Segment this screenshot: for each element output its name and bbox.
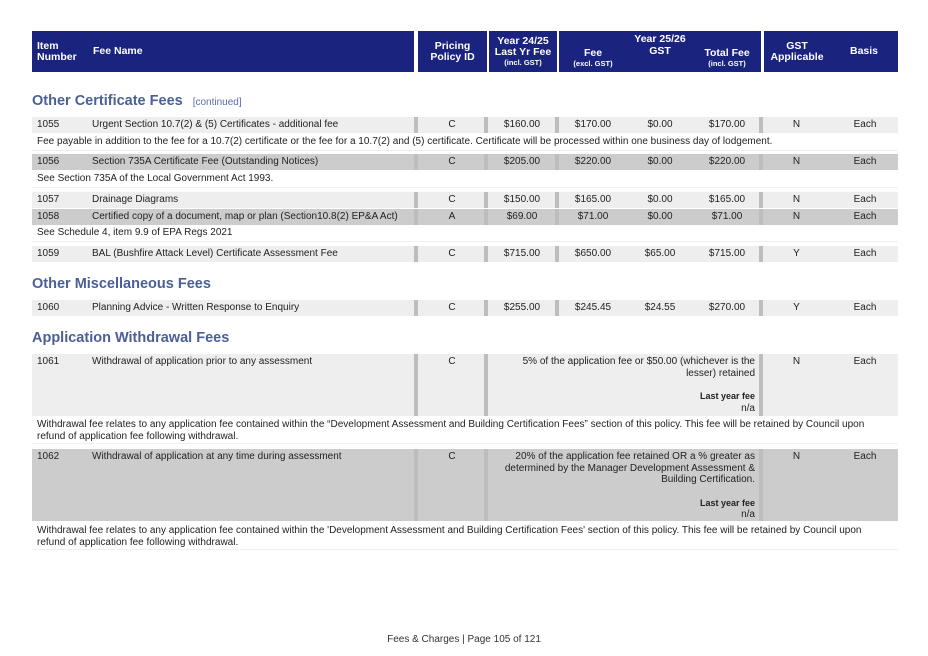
gst-applicable: Y: [793, 302, 800, 313]
header-total-incl-gst-label: (incl. GST): [708, 59, 746, 68]
fee-name: Drainage Diagrams: [92, 194, 179, 205]
last-yr-fee: $255.00: [503, 302, 541, 313]
last-year-fee-label: Last year fee: [699, 497, 755, 508]
header-gst: [627, 46, 693, 56]
fee-name: Urgent Section 10.7(2) & (5) Certificates - additional fee: [92, 119, 339, 130]
pricing-policy: C: [448, 302, 456, 313]
pricing-policy: C: [448, 248, 456, 259]
last-year-fee-value: n/a: [741, 402, 755, 414]
fee-description: [492, 356, 755, 414]
fee-name: Withdrawal of application at any time during assessment: [92, 451, 342, 462]
fee-excl-gst: $650.00: [574, 248, 612, 259]
item-number: 1060: [37, 302, 60, 313]
gst-amount: $65.00: [644, 248, 676, 259]
item-number: 1055: [37, 119, 60, 130]
gst-applicable: N: [792, 356, 801, 367]
header-gst-applicable-label: GST Applicable: [770, 39, 824, 63]
table-row: [32, 449, 898, 521]
gst-amount: $0.00: [647, 194, 673, 205]
header-gst-label: GST: [649, 44, 671, 57]
table-row: [32, 300, 898, 316]
fee-description-text: 5% of the application fee or $50.00 (whichever is the lesser) retained: [522, 356, 755, 379]
fee-name: Planning Advice - Written Response to Enquiry: [92, 302, 300, 313]
header-pricing-policy: [418, 31, 487, 72]
header-pricing-policy-label: Pricing Policy ID: [430, 39, 475, 63]
fee-excl-gst: $245.45: [574, 302, 612, 313]
header-total-fee: [693, 46, 761, 70]
gst-applicable: N: [792, 211, 801, 222]
table-row: [32, 117, 898, 133]
last-yr-fee: $715.00: [503, 248, 541, 259]
header-basis: [830, 31, 898, 72]
item-number: 1056: [37, 156, 60, 167]
fee-excl-gst: $71.00: [577, 211, 609, 222]
gst-amount: $0.00: [647, 211, 673, 222]
section-title-withdrawal-text: Application Withdrawal Fees: [32, 330, 230, 346]
pricing-policy: A: [448, 211, 456, 222]
basis: Each: [853, 194, 877, 205]
fee-name: BAL (Bushfire Attack Level) Certificate Assessment Fee: [92, 248, 338, 259]
gst-applicable: N: [792, 451, 801, 462]
last-yr-fee: $150.00: [503, 194, 541, 205]
table-row: [32, 154, 898, 170]
basis: Each: [853, 451, 877, 462]
last-year-fee-value: n/a: [741, 509, 755, 520]
item-number: 1059: [37, 248, 60, 259]
last-year-fee-label: Last year fee: [699, 391, 755, 401]
fee-name: Section 735A Certificate Fee (Outstanding Notices): [92, 156, 319, 167]
fee-description-text: 20% of the application fee retained OR a % greater as determined by the Manager Development Assessment & Building Certification.: [504, 451, 755, 485]
total-fee: $715.00: [708, 248, 746, 259]
header-year-2526-label: Year 25/26: [634, 32, 686, 45]
gst-applicable: N: [792, 119, 801, 130]
fee-excl-gst: $170.00: [574, 119, 612, 130]
section-title-certificate: [32, 93, 242, 109]
item-number: 1058: [37, 211, 60, 222]
basis: Each: [853, 156, 877, 167]
section-title-misc-text: Other Miscellaneous Fees: [32, 276, 211, 292]
total-fee: $165.00: [708, 194, 746, 205]
gst-applicable: N: [792, 156, 801, 167]
pricing-policy: C: [448, 156, 456, 167]
header-excl-gst-label: (excl. GST): [573, 59, 613, 68]
fee-note: See Schedule 4, item 9.9 of EPA Regs 2021: [32, 226, 898, 242]
fee-description: [492, 451, 755, 521]
header-fee-name: [88, 31, 414, 72]
header-year-2425-label: Year 24/25: [497, 35, 549, 47]
total-fee: $220.00: [708, 156, 746, 167]
fee-excl-gst: $165.00: [574, 194, 612, 205]
section-title-misc: [32, 276, 211, 292]
header-item-number-label: Item Number: [37, 39, 77, 63]
basis: Each: [853, 211, 877, 222]
gst-applicable: N: [792, 194, 801, 205]
gst-amount: $0.00: [647, 156, 673, 167]
header-fee-name-label: Fee Name: [93, 45, 143, 57]
fee-note: Withdrawal fee relates to any application fee contained within the 'Development Assessment and Building Certification Fees' section of this policy. This fee will be retained by Council upon refund of application fee following withdrawal.: [32, 524, 898, 550]
gst-applicable: Y: [793, 248, 800, 259]
last-yr-fee: $69.00: [506, 211, 538, 222]
basis: Each: [853, 356, 877, 367]
table-row: [32, 246, 898, 262]
header-gst-applicable: [764, 31, 830, 72]
fee-note: See Section 735A of the Local Government Act 1993.: [32, 172, 898, 188]
pricing-policy: C: [448, 194, 456, 205]
item-number: 1057: [37, 194, 60, 205]
header-fee: [559, 46, 627, 70]
fee-excl-gst: $220.00: [574, 156, 612, 167]
column-divider: [484, 354, 488, 416]
pricing-policy: C: [448, 119, 456, 130]
fee-note: Withdrawal fee relates to any application fee contained within the “Development Assessment and Building Certification Fees” section of this policy. This fee will be retained by Council upon refund of application fee following withdrawal.: [32, 418, 898, 444]
basis: Each: [853, 302, 877, 313]
basis: Each: [853, 248, 877, 259]
header-fee-label: Fee: [583, 47, 603, 59]
total-fee: $170.00: [708, 119, 746, 130]
section-continued-label: [continued]: [192, 97, 242, 108]
gst-amount: $0.00: [647, 119, 673, 130]
header-basis-label: Basis: [849, 45, 879, 57]
section-title-certificate-text: Other Certificate Fees: [32, 93, 183, 109]
fee-note: Fee payable in addition to the fee for a 10.7(2) certificate or the fee for a 10.7(2) and (5) certificate. Certificate will be processed within one business day of lodgement.: [32, 135, 898, 151]
gst-amount: $24.55: [644, 302, 676, 313]
section-title-withdrawal: [32, 330, 229, 346]
item-number: 1062: [37, 451, 60, 462]
item-number: 1061: [37, 356, 60, 367]
column-divider: [484, 449, 488, 521]
pricing-policy: C: [448, 451, 456, 462]
last-yr-fee: $205.00: [503, 156, 541, 167]
total-fee: $71.00: [711, 211, 743, 222]
header-last-yr-fee-label: Last Yr Fee: [494, 46, 552, 58]
header-incl-gst-label: (incl. GST): [504, 58, 542, 67]
pricing-policy: C: [448, 356, 456, 367]
fee-name: Certified copy of a document, map or plan (Section10.8(2) EP&A Act): [92, 211, 398, 222]
page-footer: Fees & Charges | Page 105 of 121: [387, 634, 541, 645]
header-year-2425: [489, 31, 557, 72]
header-item-number: [32, 31, 88, 72]
table-row: [32, 192, 898, 208]
last-yr-fee: $160.00: [503, 119, 541, 130]
total-fee: $270.00: [708, 302, 746, 313]
basis: Each: [853, 119, 877, 130]
fee-name: Withdrawal of application prior to any assessment: [92, 356, 313, 367]
table-row: [32, 209, 898, 225]
header-total-fee-label: Total Fee: [704, 47, 750, 59]
table-row: [32, 354, 898, 416]
header-year-2526-title: [559, 33, 761, 45]
